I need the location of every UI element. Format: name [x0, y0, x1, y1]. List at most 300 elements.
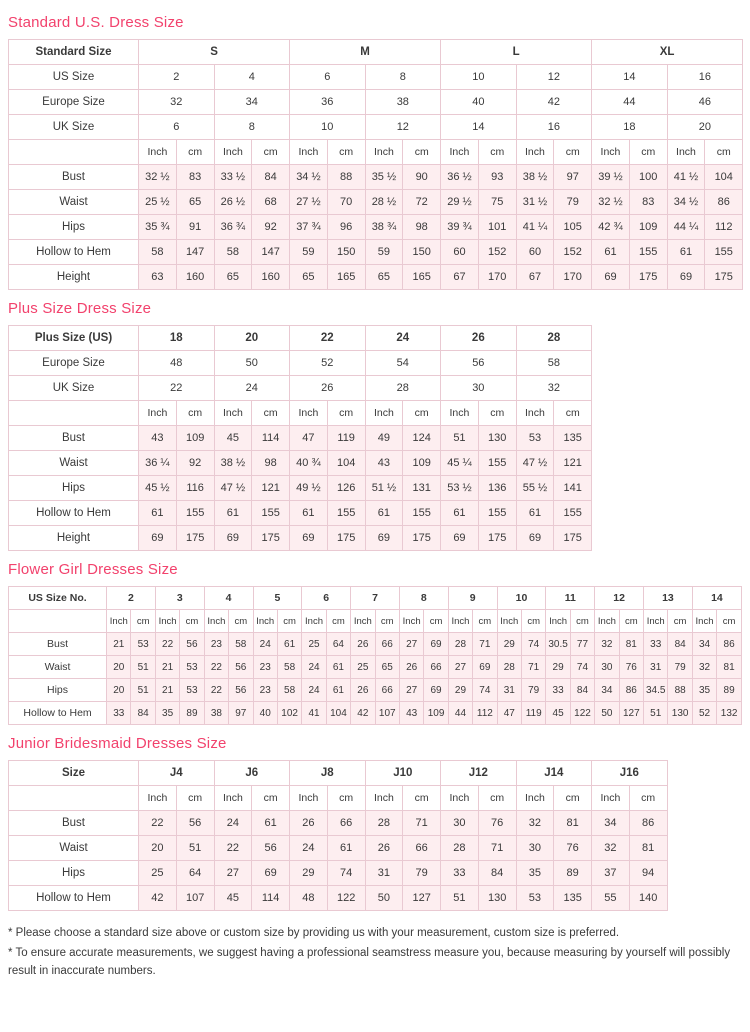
note-1: * Please choose a standard size above or custom size by providing us with your measurement, custom size is preferred. — [8, 927, 620, 939]
row-label: US Size — [9, 65, 139, 90]
unit-cm: cm — [277, 610, 301, 633]
table-row — [9, 811, 668, 836]
cell: 2 — [139, 65, 215, 90]
cell: 69 — [667, 265, 705, 290]
cell: 69 — [473, 656, 497, 679]
standard-header-label: Standard Size — [9, 40, 139, 65]
unit-cm: cm — [176, 140, 214, 165]
notes-block — [8, 925, 742, 980]
cell: 34.5 — [644, 679, 668, 702]
cell: 69 — [592, 265, 630, 290]
cell: 6 — [139, 115, 215, 140]
unit-cm: cm — [705, 140, 743, 165]
cell: 47 — [497, 702, 521, 725]
cell: 127 — [403, 886, 441, 911]
standard-size-table — [8, 39, 743, 290]
cell: 69 — [516, 526, 554, 551]
cell: 97 — [229, 702, 253, 725]
table-row — [9, 633, 742, 656]
cell: 116 — [176, 476, 214, 501]
cell: 147 — [252, 240, 290, 265]
unit-row — [9, 140, 743, 165]
cell: 58 — [214, 240, 252, 265]
cell: 45 ½ — [139, 476, 177, 501]
cell: 79 — [521, 679, 545, 702]
cell: 66 — [424, 656, 448, 679]
cell: 35 ½ — [365, 165, 403, 190]
unit-inch: Inch — [214, 786, 252, 811]
cell: 72 — [403, 190, 441, 215]
cell: 36 ¾ — [214, 215, 252, 240]
row-label-empty — [9, 786, 139, 811]
cell: 135 — [554, 886, 592, 911]
cell: 47 ½ — [516, 451, 554, 476]
cell: 76 — [619, 656, 643, 679]
cell: 21 — [107, 633, 131, 656]
cell: 49 ½ — [290, 476, 328, 501]
cell: 119 — [521, 702, 545, 725]
unit-inch: Inch — [516, 786, 554, 811]
cell: 42 — [516, 90, 592, 115]
cell: 61 — [290, 501, 328, 526]
cell: 20 — [107, 656, 131, 679]
cell: 70 — [327, 190, 365, 215]
cell: 36 ¼ — [139, 451, 177, 476]
cell: 102 — [277, 702, 301, 725]
cell: 24 — [302, 679, 326, 702]
cell: 81 — [717, 656, 742, 679]
cell: 33 — [546, 679, 570, 702]
cell: 40 — [253, 702, 277, 725]
cell: 71 — [473, 633, 497, 656]
cell: 175 — [327, 526, 365, 551]
cell: 58 — [229, 633, 253, 656]
cell: 60 — [516, 240, 554, 265]
cell: 16 — [667, 65, 743, 90]
cell: 121 — [252, 476, 290, 501]
cell: 37 ¾ — [290, 215, 328, 240]
cell: 65 — [214, 265, 252, 290]
unit-inch: Inch — [516, 401, 554, 426]
unit-cm: cm — [668, 610, 692, 633]
row-label: Hollow to Hem — [9, 886, 139, 911]
cell: 104 — [326, 702, 350, 725]
cell: 34 ½ — [667, 190, 705, 215]
cell: 29 — [448, 679, 472, 702]
unit-cm: cm — [478, 140, 516, 165]
cell: 90 — [403, 165, 441, 190]
cell: 155 — [705, 240, 743, 265]
cell: 74 — [521, 633, 545, 656]
cell: 30 — [516, 836, 554, 861]
cell: 61 — [214, 501, 252, 526]
cell: 175 — [176, 526, 214, 551]
cell: 89 — [554, 861, 592, 886]
cell: 71 — [478, 836, 516, 861]
cell: 28 — [516, 326, 592, 351]
cell: 18 — [592, 115, 668, 140]
unit-cm: cm — [327, 140, 365, 165]
row-label: Hips — [9, 861, 139, 886]
cell: 86 — [619, 679, 643, 702]
cell: 53 — [180, 679, 204, 702]
cell: 44 — [448, 702, 472, 725]
unit-cm: cm — [229, 610, 253, 633]
cell: 42 — [139, 886, 177, 911]
unit-cm: cm — [629, 140, 667, 165]
cell: 46 — [667, 90, 743, 115]
cell: 109 — [403, 451, 441, 476]
unit-cm: cm — [327, 401, 365, 426]
cell: 40 — [441, 90, 517, 115]
row-label: Bust — [9, 633, 107, 656]
cell: 89 — [717, 679, 742, 702]
cell: 52 — [692, 702, 716, 725]
table-row — [9, 679, 742, 702]
row-label-empty — [9, 140, 139, 165]
cell: 52 — [290, 351, 366, 376]
cell: 61 — [277, 633, 301, 656]
letter-size-l: L — [441, 40, 592, 65]
cell: 51 — [176, 836, 214, 861]
cell: J10 — [365, 761, 441, 786]
cell: 22 — [139, 811, 177, 836]
cell: 26 — [365, 836, 403, 861]
cell: 33 — [107, 702, 131, 725]
unit-cm: cm — [403, 401, 441, 426]
cell: 109 — [629, 215, 667, 240]
cell: 14 — [692, 587, 741, 610]
cell: 69 — [441, 526, 479, 551]
cell: 53 — [516, 426, 554, 451]
cell: 32 ½ — [592, 190, 630, 215]
row-label: Waist — [9, 190, 139, 215]
cell: 7 — [351, 587, 400, 610]
cell: 6 — [290, 65, 366, 90]
note-2: * To ensure accurate measurements, we suggest having a professional seamstress measure you, because measuring by yourself will possibly result in inaccurate numbers. — [8, 946, 731, 977]
unit-cm: cm — [375, 610, 399, 633]
section-title-plus: Plus Size Dress Size — [8, 300, 152, 317]
cell: 66 — [375, 633, 399, 656]
cell: 104 — [327, 451, 365, 476]
table-row — [9, 215, 743, 240]
cell: 107 — [176, 886, 214, 911]
cell: 26 — [351, 633, 375, 656]
table-row — [9, 501, 592, 526]
cell: J4 — [139, 761, 215, 786]
cell: 83 — [176, 165, 214, 190]
cell: 10 — [497, 587, 546, 610]
cell: 14 — [441, 115, 517, 140]
cell: 155 — [554, 501, 592, 526]
cell: 40 ¾ — [290, 451, 328, 476]
cell: 97 — [554, 165, 592, 190]
unit-cm: cm — [717, 610, 742, 633]
cell: 56 — [229, 679, 253, 702]
cell: 51 — [441, 426, 479, 451]
cell: 29 — [290, 861, 328, 886]
plus-header-label: Plus Size (US) — [9, 326, 139, 351]
section-title-junior: Junior Bridesmaid Dresses Size — [8, 735, 227, 752]
cell: 84 — [668, 633, 692, 656]
cell: 49 — [365, 426, 403, 451]
cell: 56 — [176, 811, 214, 836]
cell: 170 — [478, 265, 516, 290]
cell: 175 — [629, 265, 667, 290]
cell: 81 — [554, 811, 592, 836]
cell: 39 ½ — [592, 165, 630, 190]
table-row — [9, 451, 592, 476]
cell: 53 — [180, 656, 204, 679]
unit-cm: cm — [629, 786, 667, 811]
cell: 58 — [277, 656, 301, 679]
cell: 63 — [139, 265, 177, 290]
cell: 101 — [478, 215, 516, 240]
table-row — [9, 886, 668, 911]
cell: 31 — [644, 656, 668, 679]
cell: 23 — [253, 656, 277, 679]
cell: 28 ½ — [365, 190, 403, 215]
row-label: Bust — [9, 165, 139, 190]
cell: 59 — [365, 240, 403, 265]
cell: 24 — [365, 326, 441, 351]
cell: 56 — [229, 656, 253, 679]
cell: 22 — [290, 326, 366, 351]
table-row — [9, 656, 742, 679]
cell: 130 — [478, 886, 516, 911]
cell: 38 ½ — [516, 165, 554, 190]
unit-cm: cm — [180, 610, 204, 633]
row-label-empty — [9, 610, 107, 633]
unit-inch: Inch — [441, 140, 479, 165]
cell: 55 ½ — [516, 476, 554, 501]
cell: 44 — [592, 90, 668, 115]
cell: 28 — [365, 376, 441, 401]
cell: 51 — [441, 886, 479, 911]
unit-inch: Inch — [214, 401, 252, 426]
row-label-empty — [9, 401, 139, 426]
unit-inch: Inch — [290, 786, 328, 811]
unit-cm: cm — [327, 786, 365, 811]
cell: 89 — [180, 702, 204, 725]
cell: 61 — [139, 501, 177, 526]
cell: 10 — [290, 115, 366, 140]
cell: 165 — [327, 265, 365, 290]
table-row — [9, 65, 743, 90]
row-label: Waist — [9, 836, 139, 861]
unit-inch: Inch — [365, 401, 403, 426]
unit-inch: Inch — [546, 610, 570, 633]
cell: 34 — [692, 633, 716, 656]
row-label: UK Size — [9, 376, 139, 401]
unit-inch: Inch — [139, 401, 177, 426]
cell: 41 ¼ — [516, 215, 554, 240]
cell: 31 ½ — [516, 190, 554, 215]
cell: 155 — [478, 451, 516, 476]
cell: 16 — [516, 115, 592, 140]
cell: 105 — [554, 215, 592, 240]
cell: 35 — [155, 702, 179, 725]
cell: 100 — [629, 165, 667, 190]
cell: 94 — [629, 861, 667, 886]
cell: 83 — [629, 190, 667, 215]
unit-inch: Inch — [592, 140, 630, 165]
row-label: Waist — [9, 656, 107, 679]
cell: 51 — [131, 656, 155, 679]
cell: 122 — [327, 886, 365, 911]
cell: 69 — [424, 633, 448, 656]
unit-inch: Inch — [692, 610, 716, 633]
cell: 29 ½ — [441, 190, 479, 215]
cell: 74 — [570, 656, 594, 679]
cell: 135 — [554, 426, 592, 451]
cell: 34 — [214, 90, 290, 115]
cell: 30 — [441, 376, 517, 401]
cell: 32 — [692, 656, 716, 679]
unit-inch: Inch — [204, 610, 228, 633]
cell: 155 — [478, 501, 516, 526]
cell: 155 — [176, 501, 214, 526]
cell: 152 — [554, 240, 592, 265]
cell: 23 — [253, 679, 277, 702]
cell: 155 — [252, 501, 290, 526]
cell: 136 — [478, 476, 516, 501]
cell: 34 ½ — [290, 165, 328, 190]
cell: 43 — [139, 426, 177, 451]
letter-size-s: S — [139, 40, 290, 65]
cell: 20 — [667, 115, 743, 140]
cell: 98 — [403, 215, 441, 240]
cell: 155 — [403, 501, 441, 526]
cell: 53 — [516, 886, 554, 911]
table-row — [9, 761, 668, 786]
cell: J16 — [592, 761, 668, 786]
cell: 61 — [365, 501, 403, 526]
cell: 84 — [252, 165, 290, 190]
cell: 122 — [570, 702, 594, 725]
table-row — [9, 115, 743, 140]
cell: 86 — [717, 633, 742, 656]
cell: 155 — [327, 501, 365, 526]
cell: 93 — [478, 165, 516, 190]
table-row — [9, 702, 742, 725]
table-row — [9, 190, 743, 215]
cell: 170 — [554, 265, 592, 290]
cell: 67 — [516, 265, 554, 290]
cell: 53 ½ — [441, 476, 479, 501]
cell: 5 — [253, 587, 302, 610]
cell: 36 — [290, 90, 366, 115]
cell: 12 — [365, 115, 441, 140]
cell: 41 ½ — [667, 165, 705, 190]
cell: 91 — [176, 215, 214, 240]
cell: 114 — [252, 886, 290, 911]
cell: 27 — [214, 861, 252, 886]
cell: 51 ½ — [365, 476, 403, 501]
unit-cm: cm — [131, 610, 155, 633]
cell: 47 — [290, 426, 328, 451]
cell: J8 — [290, 761, 366, 786]
cell: 114 — [252, 426, 290, 451]
row-label: Waist — [9, 451, 139, 476]
cell: 79 — [554, 190, 592, 215]
cell: 150 — [403, 240, 441, 265]
cell: 175 — [403, 526, 441, 551]
unit-cm: cm — [176, 786, 214, 811]
cell: 71 — [521, 656, 545, 679]
cell: 29 — [497, 633, 521, 656]
cell: 130 — [668, 702, 692, 725]
cell: 66 — [403, 836, 441, 861]
cell: 56 — [180, 633, 204, 656]
unit-cm: cm — [424, 610, 448, 633]
table-row — [9, 476, 592, 501]
cell: 28 — [448, 633, 472, 656]
unit-row — [9, 401, 592, 426]
cell: 107 — [375, 702, 399, 725]
cell: 54 — [365, 351, 441, 376]
cell: 25 — [351, 656, 375, 679]
cell: 86 — [705, 190, 743, 215]
cell: 43 — [365, 451, 403, 476]
cell: 42 — [351, 702, 375, 725]
cell: 28 — [497, 656, 521, 679]
cell: 58 — [277, 679, 301, 702]
cell: 121 — [554, 451, 592, 476]
unit-inch: Inch — [290, 140, 328, 165]
table-row — [9, 240, 743, 265]
cell: 68 — [252, 190, 290, 215]
row-label: Europe Size — [9, 351, 139, 376]
row-label: Height — [9, 526, 139, 551]
unit-cm: cm — [554, 140, 592, 165]
row-label: Hips — [9, 679, 107, 702]
cell: 33 ½ — [214, 165, 252, 190]
cell: 38 ½ — [214, 451, 252, 476]
cell: 67 — [441, 265, 479, 290]
unit-inch: Inch — [516, 140, 554, 165]
table-row — [9, 40, 743, 65]
cell: 50 — [214, 351, 290, 376]
cell: 66 — [327, 811, 365, 836]
cell: 88 — [668, 679, 692, 702]
unit-inch: Inch — [497, 610, 521, 633]
cell: 150 — [327, 240, 365, 265]
row-label: Bust — [9, 426, 139, 451]
cell: 84 — [478, 861, 516, 886]
unit-inch: Inch — [107, 610, 131, 633]
cell: 84 — [131, 702, 155, 725]
unit-row — [9, 610, 742, 633]
cell: 27 ½ — [290, 190, 328, 215]
cell: 61 — [326, 679, 350, 702]
cell: 25 — [139, 861, 177, 886]
cell: 74 — [327, 861, 365, 886]
cell: 64 — [326, 633, 350, 656]
section-title-standard: Standard U.S. Dress Size — [8, 14, 184, 31]
cell: 65 — [365, 265, 403, 290]
table-row — [9, 165, 743, 190]
cell: 61 — [327, 836, 365, 861]
section-title-flower-girl: Flower Girl Dresses Size — [8, 561, 178, 578]
cell: 58 — [139, 240, 177, 265]
table-row — [9, 836, 668, 861]
unit-cm: cm — [403, 140, 441, 165]
cell: 119 — [327, 426, 365, 451]
unit-inch: Inch — [595, 610, 619, 633]
junior-bridesmaid-size-table — [8, 760, 668, 911]
cell: 25 — [302, 633, 326, 656]
